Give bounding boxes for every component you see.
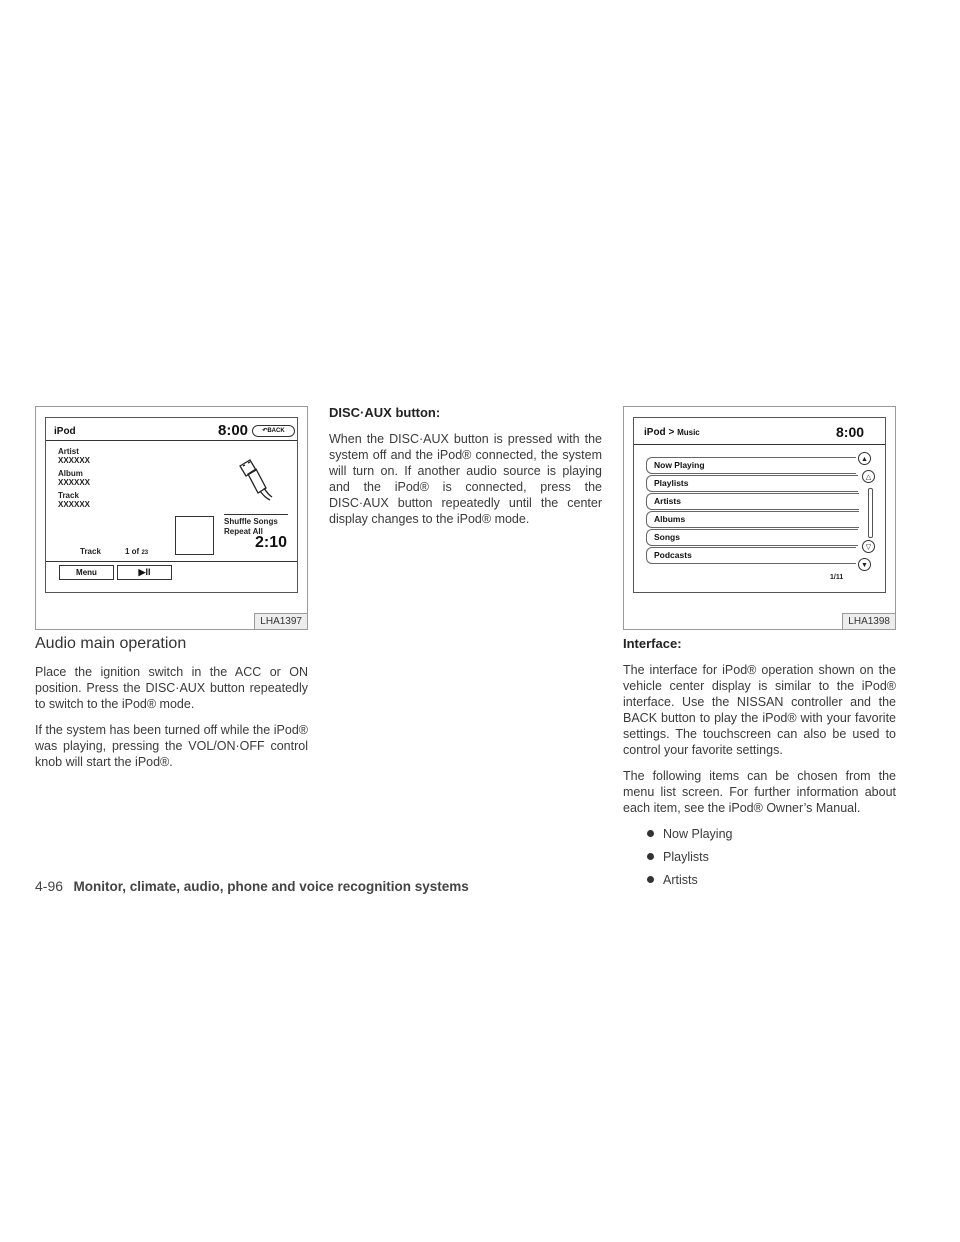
artist-value: XXXXXX	[58, 456, 91, 465]
return-arrow-icon: ↶	[262, 428, 268, 434]
menu-item-now-playing[interactable]: Now Playing	[646, 457, 856, 474]
page-number: 4-96	[35, 878, 64, 894]
header-divider	[46, 440, 297, 441]
interface-section	[623, 636, 896, 895]
scroll-up-button[interactable]: △	[862, 470, 875, 483]
section-heading: DISC·AUX button:	[329, 405, 441, 420]
page-indicator: 1/11	[830, 574, 844, 581]
scroll-down-button[interactable]: ▽	[862, 540, 875, 553]
paragraph: Place the ignition switch in the ACC or ON position. Press the DISC·AUX button repeatedly to switch to the iPod® mode.	[35, 665, 308, 711]
album-label: Album	[58, 469, 83, 478]
paragraph: The following items can be chosen from the menu list screen. For further information about each item, see the iPod® Owner’s Manual.	[623, 769, 896, 815]
right-panel-divider	[224, 514, 288, 515]
menu-item-songs[interactable]: Songs	[646, 529, 858, 546]
list-item	[623, 849, 896, 865]
artist-label: Artist	[58, 447, 79, 456]
figure-ipod-menu-screen	[623, 406, 896, 630]
scroll-bottom-button[interactable]: ▼	[858, 558, 871, 571]
scrollbar-track[interactable]	[868, 488, 873, 538]
paragraph: If the system has been turned off while the iPod® was playing, pressing the VOL/ON·OFF control knob will start the iPod®.	[35, 723, 308, 769]
figure-code: LHA1397	[254, 613, 307, 629]
figure-ipod-main-screen	[35, 406, 308, 630]
bullet-icon	[647, 830, 654, 837]
disc-aux-section	[329, 405, 602, 537]
list-item	[623, 826, 896, 842]
menu-screen-title	[644, 427, 700, 438]
repeat-mode: Repeat All	[224, 527, 263, 536]
menu-button[interactable]: Menu	[59, 565, 114, 580]
bullet-icon	[647, 876, 654, 883]
menu-title-sub: Music	[677, 428, 700, 437]
list-item-text: Artists	[663, 873, 698, 887]
menu-item-podcasts[interactable]: Podcasts	[646, 547, 856, 564]
menu-header-divider	[634, 444, 885, 445]
section-heading: Interface:	[623, 636, 682, 651]
list-item-text: Now Playing	[663, 827, 733, 841]
ipod-menu-display	[633, 417, 886, 593]
clock: 8:00	[218, 422, 249, 439]
elapsed-time: 2:10	[255, 534, 288, 551]
menu-title-main: iPod >	[644, 427, 675, 438]
track-value: XXXXXX	[58, 500, 91, 509]
ipod-main-display	[45, 417, 298, 593]
chapter-title: Monitor, climate, audio, phone and voice recognition systems	[73, 879, 469, 894]
paragraph: The interface for iPod® operation shown on the vehicle center display is similar to the iPod® interface. Use the NISSAN controller and the BACK button to play the iPod® with your favorite settings. The touchscreen can also be used to control your favorite settings.	[623, 663, 896, 757]
track-total: 23	[141, 550, 149, 556]
play-pause-button[interactable]: ▶II	[117, 565, 172, 580]
audio-main-operation-section	[35, 636, 308, 780]
usb-connector-icon	[234, 458, 276, 504]
paragraph: When the DISC·AUX button is pressed with the system off and the iPod® connected, the system will turn on. If another audio source is playing and the iPod® is connected, press the DISC·AUX button repeatedly until the center display changes to the iPod® mode.	[329, 432, 602, 526]
page-footer	[35, 878, 469, 896]
back-button[interactable]	[252, 425, 295, 437]
scroll-top-button[interactable]: ▲	[858, 452, 871, 465]
track-label: Track	[58, 491, 79, 500]
album-artwork	[175, 516, 214, 555]
menu-item-albums[interactable]: Albums	[646, 511, 859, 528]
track-position-text: 1 of	[125, 547, 140, 556]
figure-code: LHA1398	[842, 613, 895, 629]
bullet-icon	[647, 853, 654, 860]
menu-item-playlists[interactable]: Playlists	[646, 475, 858, 492]
shuffle-mode: Shuffle Songs	[224, 517, 278, 526]
menu-clock: 8:00	[836, 424, 865, 440]
menu-item-artists[interactable]: Artists	[646, 493, 859, 510]
list-item	[623, 872, 896, 888]
track-counter-label: Track	[80, 547, 101, 556]
screen-title: iPod	[54, 426, 76, 437]
footer-divider	[46, 561, 297, 562]
back-label: BACK	[267, 428, 285, 434]
section-heading: Audio main operation	[35, 635, 187, 652]
list-item-text: Playlists	[663, 850, 709, 864]
album-value: XXXXXX	[58, 478, 91, 487]
track-position	[125, 547, 148, 558]
